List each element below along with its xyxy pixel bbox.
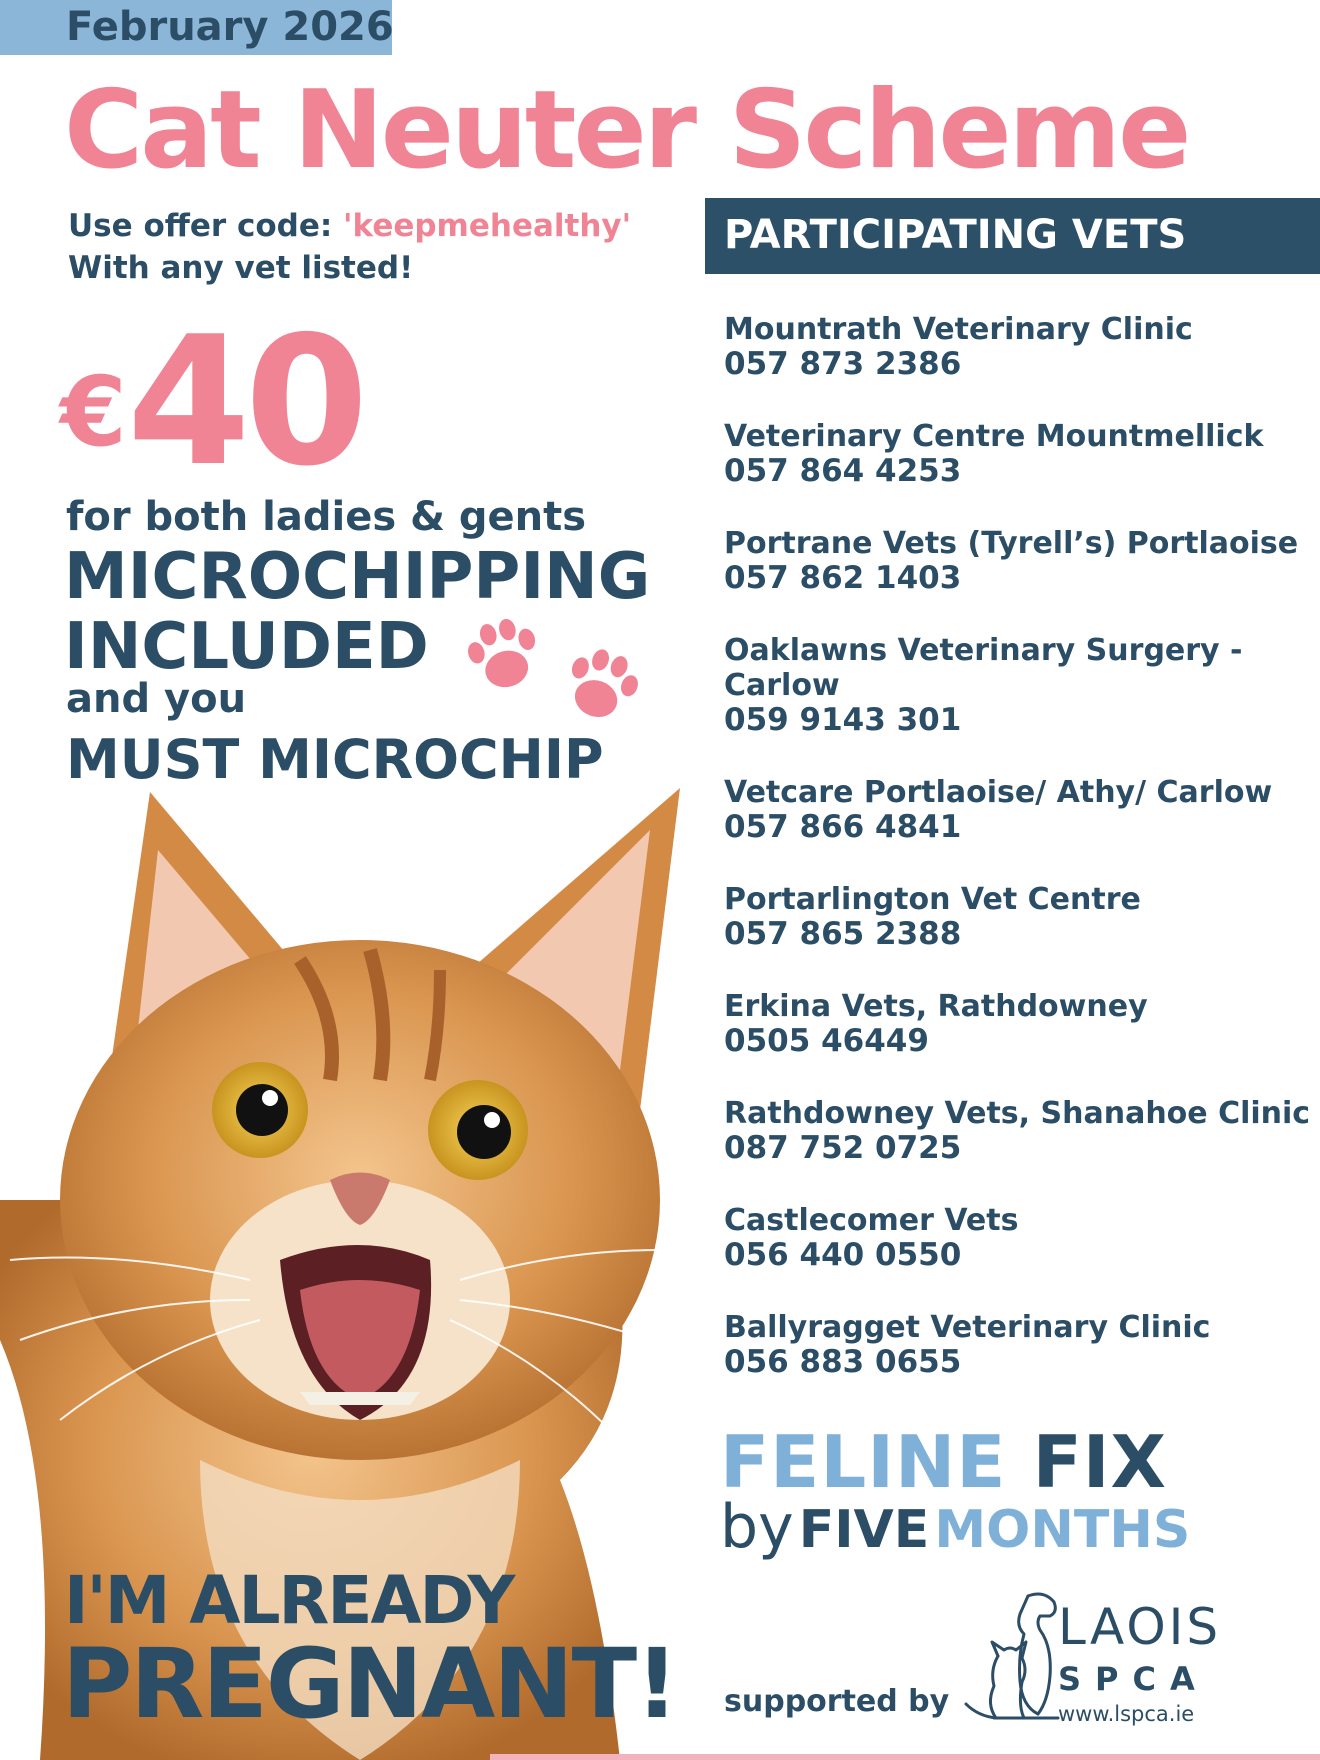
slogan-line2 — [720, 1492, 1190, 1562]
slogan-feline: FELINE — [720, 1420, 1007, 1504]
price-currency: € — [60, 356, 127, 468]
cat-caption-line2: PREGNANT! — [62, 1628, 677, 1740]
logo-spca: SPCA — [1058, 1660, 1209, 1698]
vet-name: Vetcare Portlaoise/ Athy/ Carlow — [724, 775, 1273, 810]
vet-name: Rathdowney Vets, Shanahoe Clinic — [724, 1096, 1311, 1131]
vets-heading: PARTICIPATING VETS — [724, 212, 1187, 258]
vet-name: Veterinary Centre Mountmellick — [724, 419, 1264, 454]
list-item — [724, 989, 1314, 1059]
vet-phone: 057 866 4841 — [724, 809, 962, 845]
offer-prefix: Use offer code: — [68, 208, 344, 244]
offer-note: With any vet listed! — [68, 250, 414, 286]
vet-list — [724, 312, 1314, 1417]
vet-name: Ballyragget Veterinary Clinic — [724, 1310, 1211, 1345]
price — [60, 298, 363, 505]
slogan-by: by — [720, 1492, 794, 1562]
list-item — [724, 1096, 1314, 1166]
vet-phone: 057 873 2386 — [724, 346, 962, 382]
offer-code: 'keepmehealthy' — [343, 208, 632, 244]
vet-phone: 0505 46449 — [724, 1023, 929, 1059]
list-item — [724, 882, 1314, 952]
vet-name: Portarlington Vet Centre — [724, 882, 1141, 917]
included-heading: INCLUDED — [64, 610, 429, 684]
vet-phone: 056 883 0655 — [724, 1344, 962, 1380]
microchipping-heading: MICROCHIPPING — [64, 540, 651, 614]
slogan-five: FIVE — [798, 1500, 930, 1560]
logo-laois: LAOIS — [1058, 1598, 1222, 1656]
slogan-fix: FIX — [1032, 1420, 1168, 1504]
list-item — [724, 1310, 1314, 1380]
vet-name: Castlecomer Vets — [724, 1203, 1019, 1238]
vet-name: Mountrath Veterinary Clinic — [724, 312, 1193, 347]
price-amount: 40 — [126, 298, 363, 505]
vet-name: Oaklawns Veterinary Surgery - Carlow — [724, 633, 1243, 703]
cat-caption-line1: I'M ALREADY — [64, 1562, 514, 1639]
page-title: Cat Neuter Scheme — [64, 68, 1189, 193]
applies-to-text: for both ladies & gents — [66, 494, 587, 540]
vet-name: Erkina Vets, Rathdowney — [724, 989, 1148, 1024]
must-microchip-heading: MUST MICROCHIP — [66, 728, 604, 791]
list-item — [724, 775, 1314, 845]
date-label: February 2026 — [66, 4, 394, 50]
vet-name: Portrane Vets (Tyrell’s) Portlaoise — [724, 526, 1299, 561]
list-item — [724, 419, 1314, 489]
vet-phone: 057 865 2388 — [724, 916, 962, 952]
paw-icon — [448, 600, 558, 710]
list-item — [724, 1203, 1314, 1273]
slogan-months: MONTHS — [934, 1500, 1191, 1560]
list-item — [724, 633, 1314, 738]
vet-phone: 059 9143 301 — [724, 702, 962, 738]
supported-by-text: supported by — [724, 1684, 950, 1719]
list-item — [724, 526, 1314, 596]
offer-code-line — [68, 208, 631, 244]
logo-website: www.lspca.ie — [1058, 1702, 1195, 1726]
vet-phone: 087 752 0725 — [724, 1130, 962, 1166]
vet-phone: 057 862 1403 — [724, 560, 962, 596]
vet-phone: 056 440 0550 — [724, 1237, 962, 1273]
list-item — [724, 312, 1314, 382]
vet-phone: 057 864 4253 — [724, 453, 962, 489]
bottom-divider — [490, 1754, 1320, 1760]
and-you-text: and you — [66, 676, 247, 722]
paw-icon — [543, 627, 658, 742]
